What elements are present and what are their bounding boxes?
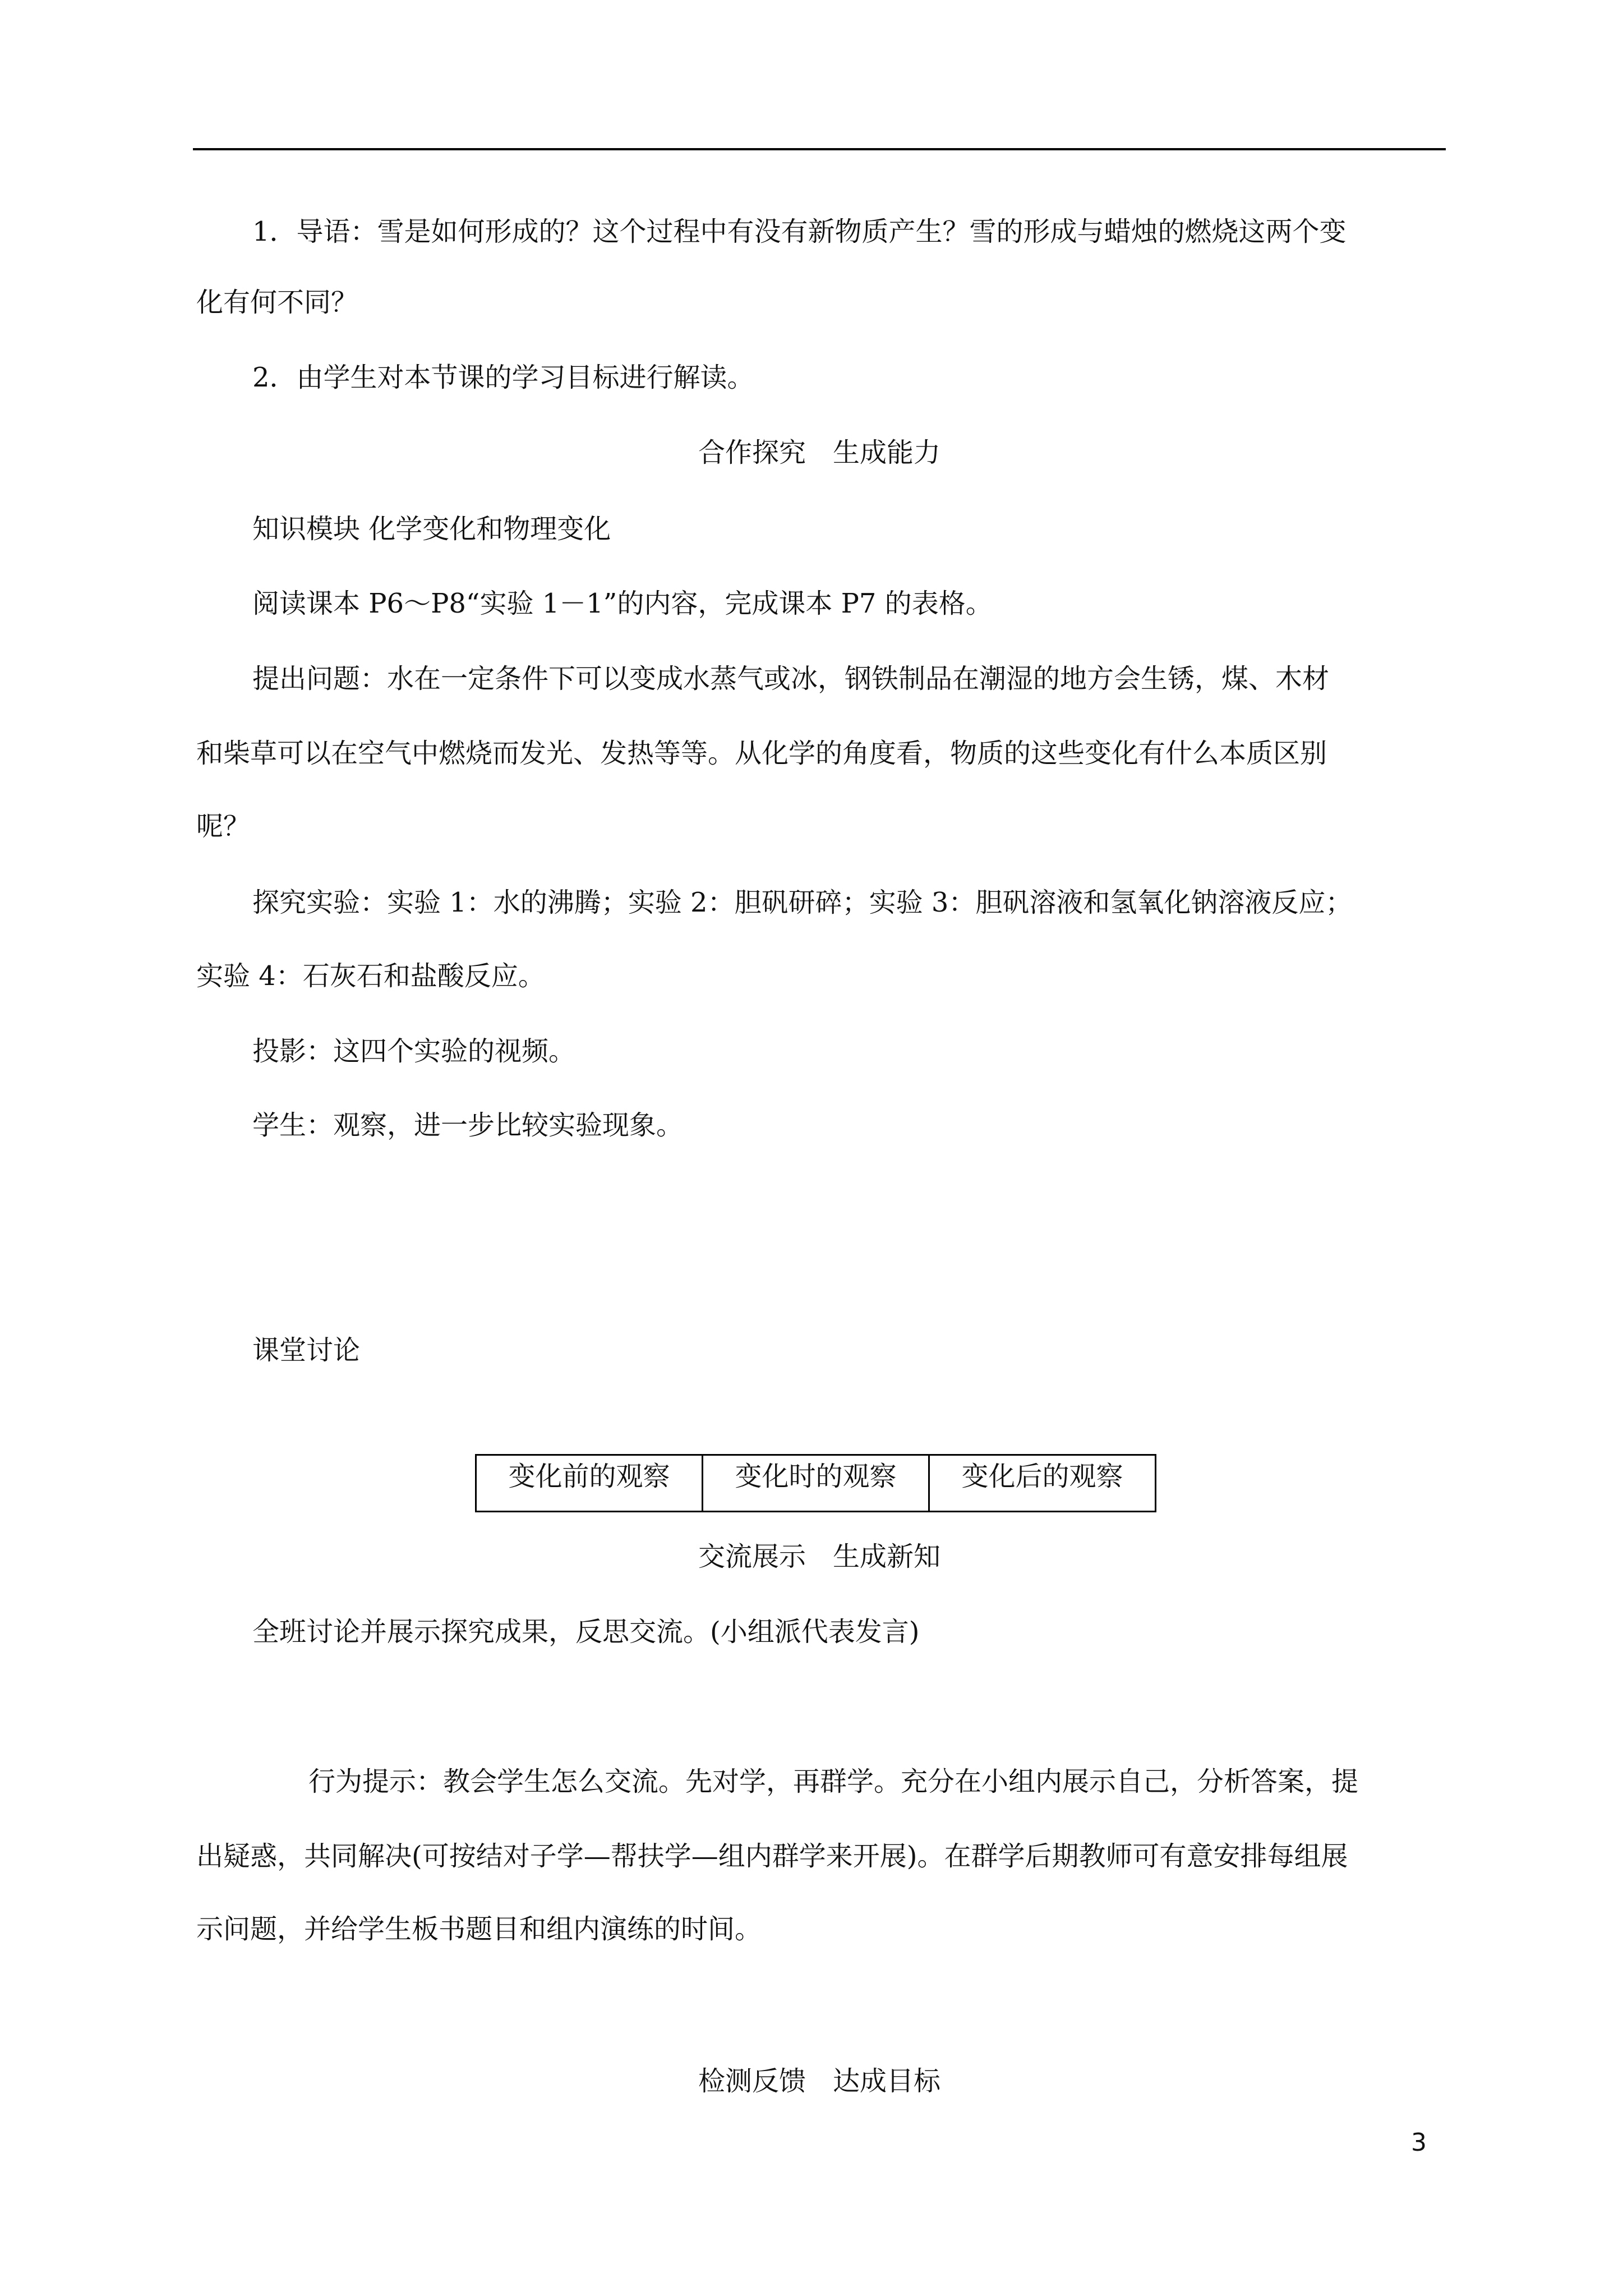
table-header-during: 变化时的观察 — [703, 1455, 929, 1512]
projection-text: 投影：这四个实验的视频。 — [252, 1036, 576, 1067]
intro-item-2: 2．由学生对本节课的学习目标进行解读。 — [252, 362, 754, 393]
table-header-after: 变化后的观察 — [929, 1455, 1156, 1512]
class-discussion-text: 全班讨论并展示探究成果，反思交流。(小组派代表发言) — [252, 1616, 920, 1648]
read-instruction: 阅读课本 P6～P8“实验 1－1”的内容，完成课本 P7 的表格。 — [252, 588, 993, 619]
question-line-2: 和柴草可以在空气中燃烧而发光、发热等等。从化学的角度看，物质的这些变化有什么本质区别 — [196, 738, 1327, 769]
module-title: 知识模块 化学变化和物理变化 — [252, 513, 611, 545]
page-number: 3 — [1411, 2128, 1427, 2157]
experiment-line-1: 探究实验：实验 1：水的沸腾；实验 2：胆矾研碎；实验 3：胆矾溶液和氢氧化钠溶液反应； — [252, 887, 1353, 918]
intro-item-1-line-2: 化有何不同？ — [196, 287, 358, 318]
section-heading-cooperate: 合作探究 生成能力 — [698, 437, 940, 468]
intro-item-1-line-1: 1．导语：雪是如何形成的？这个过程中有没有新物质产生？雪的形成与蜡烛的燃烧这两个变 — [252, 216, 1347, 247]
student-text: 学生：观察，进一步比较实验现象。 — [252, 1110, 684, 1141]
section-heading-feedback: 检测反馈 达成目标 — [698, 2065, 940, 2097]
behavior-line-1: 行为提示：教会学生怎么交流。先对学，再群学。充分在小组内展示自己，分析答案，提 — [308, 1766, 1359, 1797]
header-rule — [193, 148, 1446, 150]
observation-table — [475, 1454, 1156, 1512]
behavior-line-2: 出疑惑，共同解决(可按结对子学—帮扶学—组内群学来开展)。在群学后期教师可有意安排每组展 — [196, 1841, 1348, 1872]
experiment-line-2: 实验 4：石灰石和盐酸反应。 — [196, 960, 545, 992]
question-line-1: 提出问题：水在一定条件下可以变成水蒸气或冰，钢铁制品在潮湿的地方会生锈，煤、木材 — [252, 663, 1330, 694]
table-header-before: 变化前的观察 — [476, 1455, 703, 1512]
table-row — [476, 1455, 1156, 1512]
discussion-label: 课堂讨论 — [252, 1335, 361, 1366]
section-heading-exchange: 交流展示 生成新知 — [698, 1541, 940, 1572]
question-line-3: 呢？ — [196, 811, 251, 842]
behavior-line-3: 示问题，并给学生板书题目和组内演练的时间。 — [196, 1913, 762, 1945]
